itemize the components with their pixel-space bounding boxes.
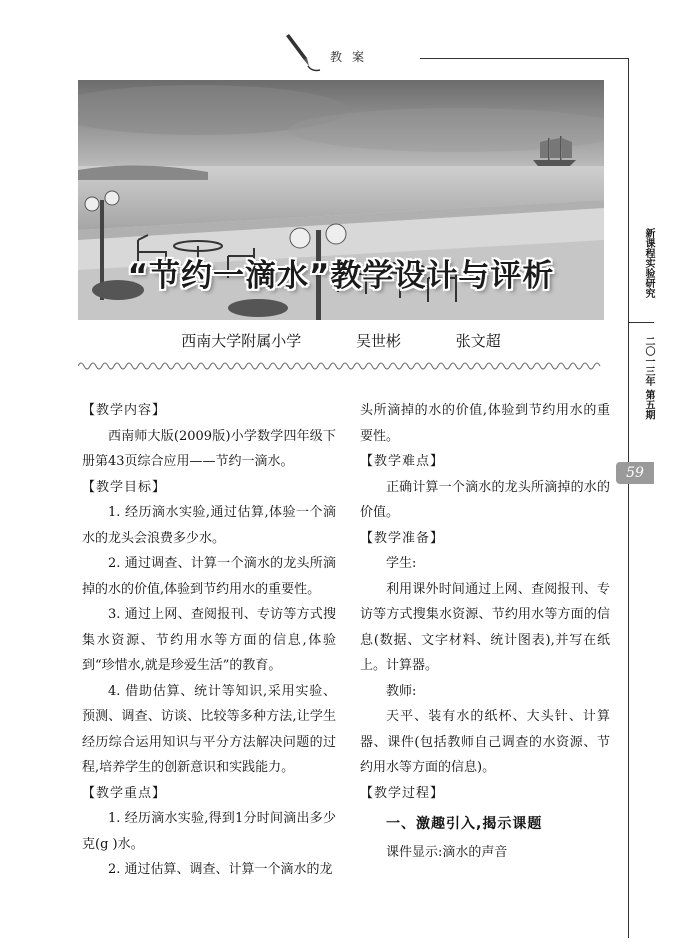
section-heading: 【教学准备】 xyxy=(360,530,445,546)
pen-icon xyxy=(282,34,322,74)
list-item: 3. 通过上网、查阅报刊、专访等方式搜集水资源、节约用水等方面的信息,体验到“珍惜水,就是珍爱生活”的教育。 xyxy=(82,607,336,673)
author-name: 张文超 xyxy=(455,332,501,350)
issue-label: 二〇一三年 第五期 xyxy=(643,336,654,420)
top-rule xyxy=(420,58,628,59)
sidebar-rule xyxy=(628,322,654,323)
author-line xyxy=(78,330,604,351)
school-name: 西南大学附属小学 xyxy=(181,332,302,350)
section-heading: 【教学重点】 xyxy=(82,785,167,801)
list-item: 1. 经历滴水实验,得到1分时间滴出多少克(g )水。 xyxy=(82,811,336,852)
list-item: 2. 通过估算、调查、计算一个滴水的龙 xyxy=(108,862,333,877)
sub-label: 教师: xyxy=(386,683,417,699)
step-heading: 一、激趣引入,揭示课题 xyxy=(386,816,543,832)
sub-label: 学生: xyxy=(386,556,417,571)
paragraph: 课件显示:滴水的声音 xyxy=(386,844,508,860)
section-heading: 【教学难点】 xyxy=(360,454,445,469)
list-item: 2. 通过调查、计算一个滴水的龙头所滴掉的水的价值,体验到节约用水的重要性。 xyxy=(82,556,336,597)
paragraph: 正确计算一个滴水的龙头所滴掉的水的价值。 xyxy=(360,479,610,520)
section-heading: 【教学目标】 xyxy=(82,479,167,495)
right-column xyxy=(360,398,610,865)
list-item: 4. 借助估算、统计等知识,采用实验、预测、调查、访谈、比较等多种方法,让学生经历综合运用知识与平分方法解决问题的过程,培养学生的创新意识和实践能力。 xyxy=(82,683,336,775)
list-item: 1. 经历滴水实验,通过估算,体验一个滴水的龙头会浪费多少水。 xyxy=(82,505,336,546)
paragraph: 天平、装有水的纸杯、大头针、计算器、课件(包括教师自己调查的水资源、节约用水等方面的信息)。 xyxy=(360,709,610,775)
journal-name: 新课程实验研究 xyxy=(643,228,654,298)
author-name: 吴世彬 xyxy=(355,332,401,350)
decorative-divider xyxy=(78,360,604,372)
section-label: 教案 xyxy=(330,50,375,64)
title-banner xyxy=(78,80,604,320)
paragraph: 头所滴掉的水的价值,体验到节约用水的重要性。 xyxy=(360,403,610,444)
article-title: “节约一滴水”教学设计与评析 xyxy=(127,258,555,294)
section-header xyxy=(268,28,408,78)
page-number: 59 xyxy=(616,462,654,484)
section-heading: 【教学内容】 xyxy=(82,403,167,418)
paragraph: 西南师大版(2009版)小学数学四年级下册第43页综合应用——节约一滴水。 xyxy=(82,428,336,469)
right-rule xyxy=(628,58,629,938)
section-heading: 【教学过程】 xyxy=(360,785,445,801)
left-column xyxy=(82,398,336,883)
paragraph: 利用课外时间通过上网、查阅报刊、专访等方式搜集水资源、节约用水等方面的信息(数据、文字材料、统计图表),并写在纸上。计算器。 xyxy=(360,581,610,673)
